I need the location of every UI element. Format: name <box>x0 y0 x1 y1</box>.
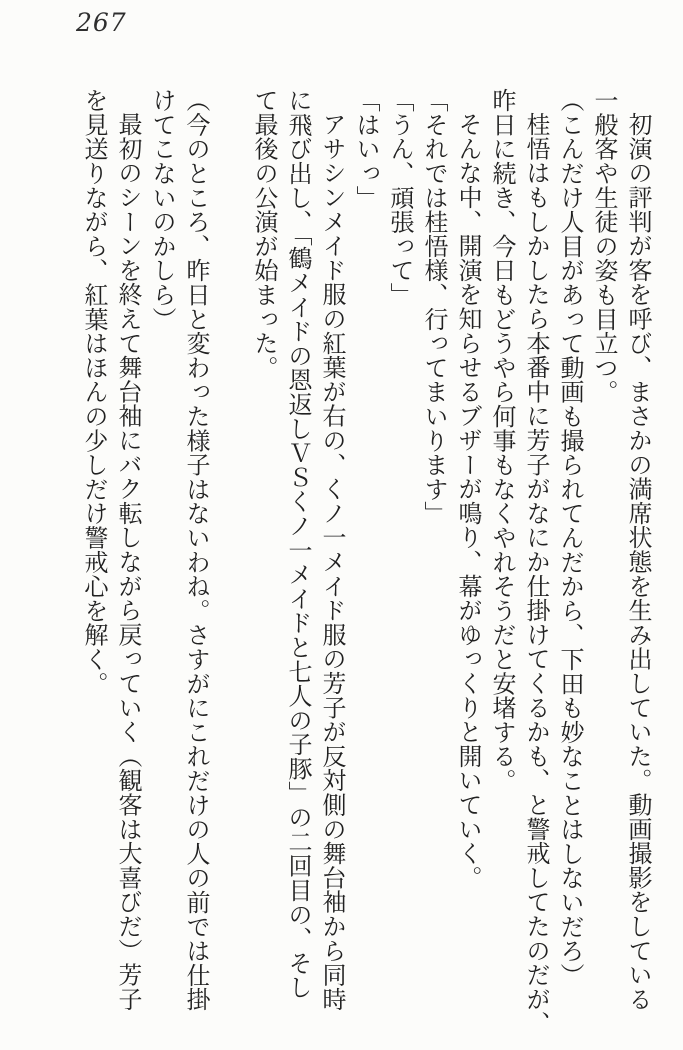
text-column: （今のところ、昨日と変わった様子はないわね。さすがにこれだけの人の前では仕掛 <box>182 88 210 1012</box>
text-column: に飛び出し、「鶴メイドの恩返しＶＳくノ一メイドと七人の子豚」の二回目の、そし <box>284 88 312 1000</box>
text-column: て最後の公演が始まった。 <box>250 88 278 380</box>
text-column: 昨日に続き、今日もどうやら何事もなくやれそうだと安堵する。 <box>488 88 516 793</box>
text-column: 初演の評判が客を呼び、まさかの満席状態を生み出していた。動画撮影をしている <box>624 112 652 1012</box>
text-column: けてこないのかしら） <box>148 88 176 331</box>
text-column: 最初のシーンを終えて舞台袖にバク転しながら戻っていく（観客は大喜びだ）芳子 <box>114 112 142 1012</box>
text-column: 「それでは桂悟様、行ってまいります」 <box>420 88 448 526</box>
text-column: を見送りながら、紅葉はほんの少しだけ警戒心を解く。 <box>80 88 108 696</box>
blank-column <box>218 88 242 1033</box>
text-column: （こんだけ人目があって動画も撮られてんだから、下田も妙なことはしないだろ） <box>556 88 584 988</box>
text-column: 「うん、頑張って」 <box>386 88 414 307</box>
text-column: 一般客や生徒の姿も目立つ。 <box>590 88 618 404</box>
page-number: 267 <box>76 8 127 37</box>
text-block <box>80 88 652 1036</box>
text-column: アサシンメイド服の紅葉が右の、くノ一メイド服の芳子が反対側の舞台袖から同時 <box>318 112 346 1012</box>
text-column: そんな中、開演を知らせるブザーが鳴り、幕がゆっくりと開いていく。 <box>454 112 482 890</box>
text-column: 桂悟はもしかしたら本番中に芳子がなにか仕掛けてくるかも、と警戒してたのだが、 <box>522 112 550 1036</box>
text-column: 「はいっ」 <box>352 88 380 210</box>
